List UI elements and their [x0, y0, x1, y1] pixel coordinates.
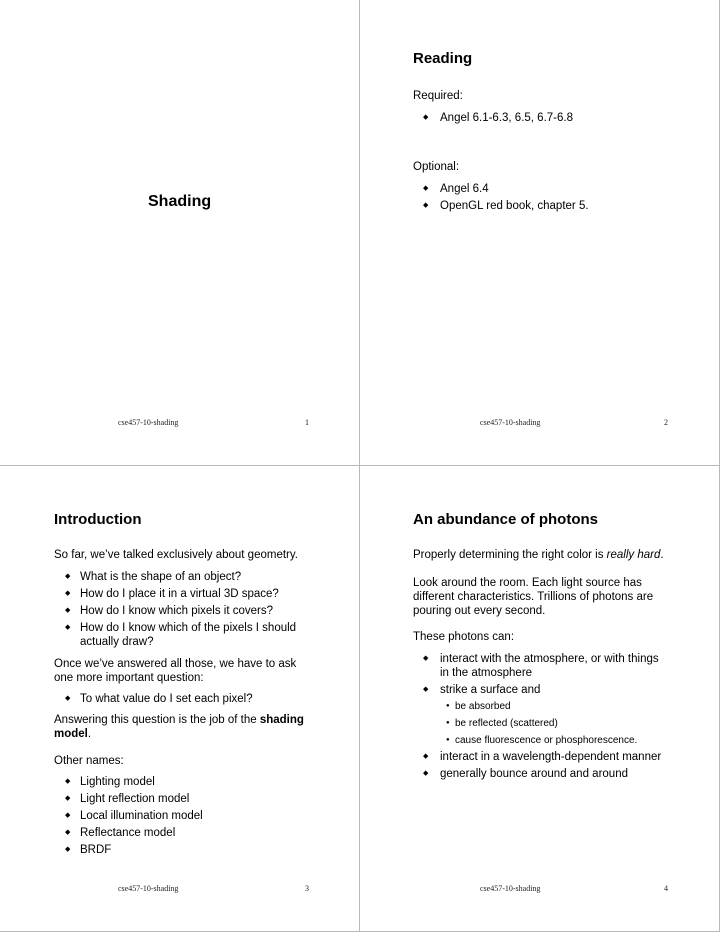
sub-bullet-icon: ● [446, 703, 450, 709]
diamond-bullet-icon: ◆ [423, 753, 429, 760]
required-item: Angel 6.1-6.3, 6.5, 6.7-6.8 [440, 112, 573, 124]
slide-title: Shading [148, 193, 212, 210]
paragraph-line: model. [54, 728, 92, 740]
bold-term: shading [259, 714, 304, 726]
diamond-bullet-icon: ◆ [65, 695, 71, 702]
diamond-bullet-icon: ◆ [423, 114, 429, 121]
diamond-bullet-icon: ◆ [423, 770, 429, 777]
slide-1 [0, 0, 360, 466]
diamond-bullet-icon: ◆ [65, 624, 71, 631]
slide-3 [0, 466, 360, 932]
diamond-bullet-icon: ◆ [423, 655, 429, 662]
sub-bullet-icon: ● [446, 720, 450, 726]
diamond-bullet-icon: ◆ [65, 590, 71, 597]
question-item: What is the shape of an object? [80, 571, 242, 583]
question-item: How do I place it in a virtual 3D space? [80, 588, 279, 600]
paragraph-line: pouring out every second. [413, 605, 546, 617]
paragraph-line: Look around the room. Each light source has [413, 577, 642, 589]
question-item: To what value do I set each pixel? [80, 693, 253, 705]
slide-footer: cse457-10-shading [118, 884, 179, 893]
diamond-bullet-icon: ◆ [423, 185, 429, 192]
bold-term: model [54, 728, 88, 740]
photons-can-label: These photons can: [413, 631, 515, 643]
diamond-bullet-icon: ◆ [65, 573, 71, 580]
diamond-bullet-icon: ◆ [65, 846, 71, 853]
paragraph-line: Once we’ve answered all those, we have to ask [54, 658, 297, 670]
slide-footer: cse457-10-shading [480, 418, 541, 427]
slide-title: Introduction [54, 511, 142, 528]
optional-label: Optional: [413, 161, 460, 173]
diamond-bullet-icon: ◆ [423, 686, 429, 693]
other-name-item: BRDF [80, 844, 112, 856]
intro-text: Properly determining the right color is really hard. [413, 549, 664, 561]
paragraph-line: different characteristics. Trillions of photons are [413, 591, 654, 603]
slide-title: Reading [413, 50, 473, 67]
other-names-label: Other names: [54, 755, 124, 767]
question-item: How do I know which pixels it covers? [80, 605, 274, 617]
optional-item: OpenGL red book, chapter 5. [440, 200, 589, 212]
required-label: Required: [413, 90, 463, 102]
page-number: 4 [664, 884, 668, 893]
sub-bullet-icon: ● [446, 737, 450, 743]
slide-title: An abundance of photons [413, 511, 598, 528]
other-name-item: Local illumination model [80, 810, 203, 822]
page-number: 3 [305, 884, 309, 893]
slide-2 [360, 0, 720, 466]
diamond-bullet-icon: ◆ [423, 202, 429, 209]
photon-item: generally bounce around and around [440, 768, 628, 780]
page-number: 2 [664, 418, 668, 427]
question-item-continued: actually draw? [80, 636, 154, 648]
photon-item: interact in a wavelength-dependent manner [440, 751, 662, 763]
diamond-bullet-icon: ◆ [65, 812, 71, 819]
question-item: How do I know which of the pixels I should [80, 622, 297, 634]
optional-item: Angel 6.4 [440, 183, 489, 195]
photon-subitem: be reflected (scattered) [455, 718, 558, 729]
photon-item-continued: in the atmosphere [440, 667, 533, 679]
page-number: 1 [305, 418, 309, 427]
photon-item: interact with the atmosphere, or with things [440, 653, 659, 665]
diamond-bullet-icon: ◆ [65, 778, 71, 785]
diamond-bullet-icon: ◆ [65, 795, 71, 802]
photon-subitem: cause fluorescence or phosphorescence. [455, 735, 638, 746]
other-name-item: Lighting model [80, 776, 155, 788]
diamond-bullet-icon: ◆ [65, 829, 71, 836]
photon-subitem: be absorbed [455, 701, 511, 712]
photon-item: strike a surface and [440, 684, 541, 696]
paragraph-line: one more important question: [54, 672, 204, 684]
intro-text: So far, we’ve talked exclusively about geometry. [54, 549, 298, 561]
slide-footer: cse457-10-shading [480, 884, 541, 893]
other-name-item: Reflectance model [80, 827, 176, 839]
emphasis-text: really hard [606, 549, 661, 561]
paragraph-line: Answering this question is the job of the shading [54, 714, 304, 726]
diamond-bullet-icon: ◆ [65, 607, 71, 614]
other-name-item: Light reflection model [80, 793, 190, 805]
slide-footer: cse457-10-shading [118, 418, 179, 427]
slide-4 [360, 466, 720, 932]
